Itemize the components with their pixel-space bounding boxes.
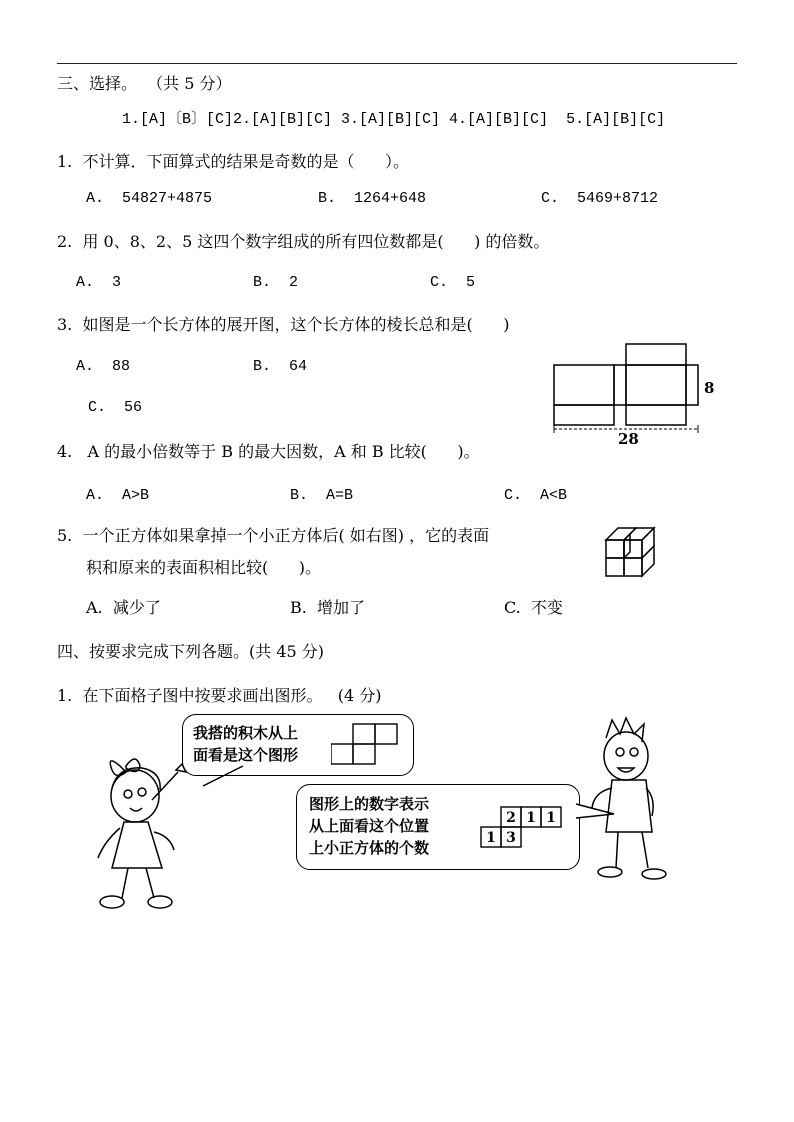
net-width-label: 28 xyxy=(618,430,639,448)
section-4-q1-stem: 1. 在下面格子图中按要求画出图形。 (4 分) xyxy=(57,686,382,705)
net-height-label: 8 xyxy=(704,379,715,397)
q3-option-b: B. 64 xyxy=(253,358,308,375)
q5-option-b: B. 增加了 xyxy=(290,598,366,617)
boy-cartoon-illustration xyxy=(588,712,680,887)
numbered-top-view-grid xyxy=(475,805,565,855)
q1-option-a: A. 54827+4875 xyxy=(86,190,213,207)
girl-bubble-text: 我搭的积木从上 面看是这个图形 xyxy=(193,724,299,764)
q5-stem-line1: 5. 一个正方体如果拿掉一个小正方体后( 如右图) ，它的表面 xyxy=(57,526,490,545)
q3-option-a: A. 88 xyxy=(76,358,131,375)
q2-option-b: B. 2 xyxy=(253,274,299,291)
q4-stem: 4. A 的最小倍数等于 B 的最大因数，A 和 B 比较( )。 xyxy=(57,442,480,461)
q5-option-c: C. 不变 xyxy=(504,598,563,617)
q1-option-c: C. 5469+8712 xyxy=(541,190,659,207)
grid-number: 2 xyxy=(506,810,516,826)
section-4-heading: 四、按要求完成下列各题。(共 45 分) xyxy=(57,642,325,661)
grid-number: 1 xyxy=(526,810,536,826)
girl-cartoon-illustration xyxy=(90,748,210,918)
grid-number: 1 xyxy=(546,810,556,826)
q3-option-c: C. 56 xyxy=(88,399,143,416)
q2-stem: 2. 用 0、8、2、5 这四个数字组成的所有四位数都是( ) 的倍数。 xyxy=(57,232,550,251)
grid-number: 1 xyxy=(486,830,496,846)
grid-number: 3 xyxy=(506,830,516,846)
q5-option-a: A. 减少了 xyxy=(86,598,161,617)
cube-with-removed-block-figure xyxy=(600,520,670,582)
q5-stem-line2: 积和原来的表面积相比较( )。 xyxy=(86,558,322,577)
q2-option-c: C. 5 xyxy=(430,274,476,291)
q4-option-c: C. A<B xyxy=(504,487,568,504)
q4-option-b: B. A=B xyxy=(290,487,354,504)
boy-bubble-text: 图形上的数字表示 从上面看这个位置 上小正方体的个数 xyxy=(309,795,430,857)
q4-option-a: A. A>B xyxy=(86,487,150,504)
section-3-heading: 三、选择。 （共 5 分） xyxy=(57,74,232,93)
top-view-shape xyxy=(331,722,407,766)
answer-sheet-row: 1.[A]〔B〕[C]2.[A][B][C] 3.[A][B][C] 4.[A][B][C] 5.[A][B][C] xyxy=(122,111,666,128)
header-rule xyxy=(57,63,737,64)
q1-option-b: B. 1264+648 xyxy=(318,190,427,207)
boy-speech-bubble xyxy=(296,784,580,870)
q1-stem: 1. 不计算．下面算式的结果是奇数的是（ ）。 xyxy=(57,152,409,171)
q2-option-a: A. 3 xyxy=(76,274,122,291)
q3-stem: 3. 如图是一个长方体的展开图，这个长方体的棱长总和是( ) xyxy=(57,315,510,334)
cuboid-net-figure xyxy=(548,340,728,450)
